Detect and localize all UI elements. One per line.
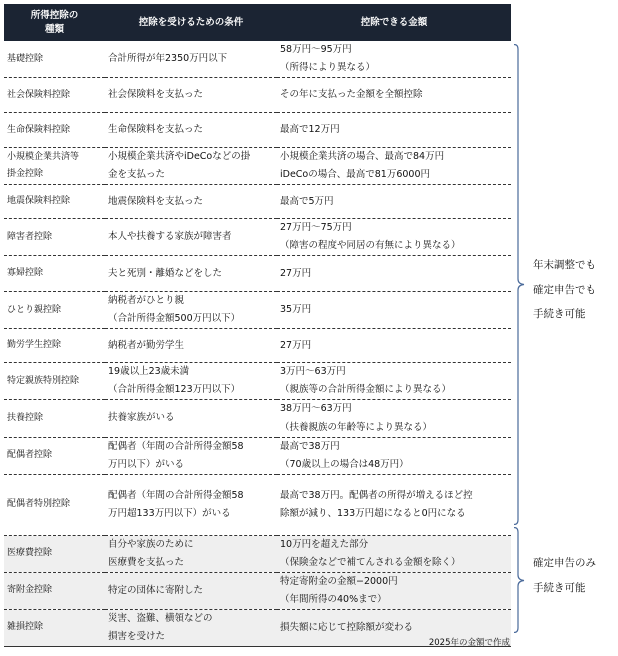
- cell-condition: 小規模企業共済やiDeCoなどの掛 金を支払った: [105, 148, 277, 185]
- bracket-group1: [513, 44, 525, 525]
- table-row: [4, 437, 511, 474]
- cell-amount: 最高で5万円: [277, 185, 511, 219]
- cell-condition: 生命保険料を支払った: [105, 113, 277, 148]
- cell-deduction-type: 寡婦控除: [4, 256, 105, 292]
- cell-condition: 19歳以上23歳未満 （合計所得金額123万円以下）: [105, 363, 277, 400]
- cell-condition: 配偶者（年間の合計所得金額58 万円超133万円以下）がいる: [105, 474, 277, 535]
- cell-amount: 最高で12万円: [277, 113, 511, 148]
- cell-deduction-type: 扶養控除: [4, 400, 105, 437]
- cell-condition: 本人や扶養する家族が障害者: [105, 219, 277, 256]
- cell-amount: 最高で38万円 （70歳以上の場合は48万円）: [277, 437, 511, 474]
- table-header-row: [4, 4, 511, 41]
- table-row: [4, 535, 511, 572]
- table-row: [4, 363, 511, 400]
- cell-deduction-type: 勤労学生控除: [4, 329, 105, 363]
- cell-deduction-type: 医療費控除: [4, 535, 105, 572]
- cell-amount: その年に支払った金額を全額控除: [277, 78, 511, 113]
- cell-condition: 扶養家族がいる: [105, 400, 277, 437]
- cell-deduction-type: 配偶者控除: [4, 437, 105, 474]
- cell-amount: 損失額に応じて控除額が変わる: [277, 609, 511, 646]
- cell-condition: 地震保険料を支払った: [105, 185, 277, 219]
- cell-deduction-type: 寄附金控除: [4, 572, 105, 609]
- cell-deduction-type: 特定親族特別控除: [4, 363, 105, 400]
- cell-deduction-type: 小規模企業共済等 掛金控除: [4, 148, 105, 185]
- side-label-group1: 年末調整でも 確定申告でも 手続き可能: [533, 259, 596, 321]
- cell-amount: 38万円～63万円 （扶養親族の年齢等により異なる）: [277, 400, 511, 437]
- table-row: [4, 256, 511, 292]
- cell-condition: 合計所得が年2350万円以下: [105, 41, 277, 78]
- table-row: [4, 185, 511, 219]
- table-row: [4, 474, 511, 535]
- cell-deduction-type: 基礎控除: [4, 41, 105, 78]
- table-row: [4, 292, 511, 329]
- header-deduction-type: 所得控除の 種類: [4, 4, 105, 41]
- cell-condition: 納税者が勤労学生: [105, 329, 277, 363]
- cell-condition: 特定の団体に寄附した: [105, 572, 277, 609]
- cell-condition: 納税者がひとり親 （合計所得金額500万円以下）: [105, 292, 277, 329]
- table-row: [4, 219, 511, 256]
- cell-deduction-type: 障害者控除: [4, 219, 105, 256]
- cell-amount: 特定寄附金の金額−2000円 （年間所得の40%まで）: [277, 572, 511, 609]
- table-row: [4, 572, 511, 609]
- cell-deduction-type: 社会保険料控除: [4, 78, 105, 113]
- cell-amount: 10万円を超えた部分 （保険金などで補てんされる金額を除く）: [277, 535, 511, 572]
- cell-deduction-type: 配偶者特別控除: [4, 474, 105, 535]
- deduction-table: [4, 4, 511, 647]
- side-label-group2: 確定申告のみ 手続き可能: [533, 557, 596, 594]
- cell-deduction-type: 生命保険料控除: [4, 113, 105, 148]
- cell-amount: 最高で38万円。配偶者の所得が増えるほど控 除額が減り、133万円超になると0円になる: [277, 474, 511, 535]
- cell-amount: 小規模企業共済の場合、最高で84万円 iDeCoの場合、最高で81万6000円: [277, 148, 511, 185]
- cell-amount: 27万円～75万円 （障害の程度や同居の有無により異なる）: [277, 219, 511, 256]
- table-row: [4, 400, 511, 437]
- cell-condition: 災害、盗難、横領などの 損害を受けた: [105, 609, 277, 646]
- cell-deduction-type: ひとり親控除: [4, 292, 105, 329]
- cell-condition: 社会保険料を支払った: [105, 78, 277, 113]
- cell-amount: 58万円～95万円 （所得により異なる）: [277, 41, 511, 78]
- cell-condition: 配偶者（年間の合計所得金額58 万円以下）がいる: [105, 437, 277, 474]
- table-row: [4, 113, 511, 148]
- cell-deduction-type: 地震保険料控除: [4, 185, 105, 219]
- bracket-group2: [513, 527, 525, 633]
- table-body: [4, 41, 511, 646]
- header-condition: 控除を受けるための条件: [105, 4, 277, 41]
- cell-amount: 35万円: [277, 292, 511, 329]
- table-row: [4, 78, 511, 113]
- footnote: 2025年の金額で作成: [428, 638, 510, 648]
- cell-amount: 3万円～63万円 （親族等の合計所得金額により異なる）: [277, 363, 511, 400]
- table-row: [4, 41, 511, 78]
- cell-amount: 27万円: [277, 256, 511, 292]
- header-amount: 控除できる金額: [277, 4, 511, 41]
- cell-deduction-type: 雑損控除: [4, 609, 105, 646]
- cell-condition: 夫と死別・離婚などをした: [105, 256, 277, 292]
- cell-amount: 27万円: [277, 329, 511, 363]
- cell-condition: 自分や家族のために 医療費を支払った: [105, 535, 277, 572]
- table-row: [4, 329, 511, 363]
- table-row: [4, 148, 511, 185]
